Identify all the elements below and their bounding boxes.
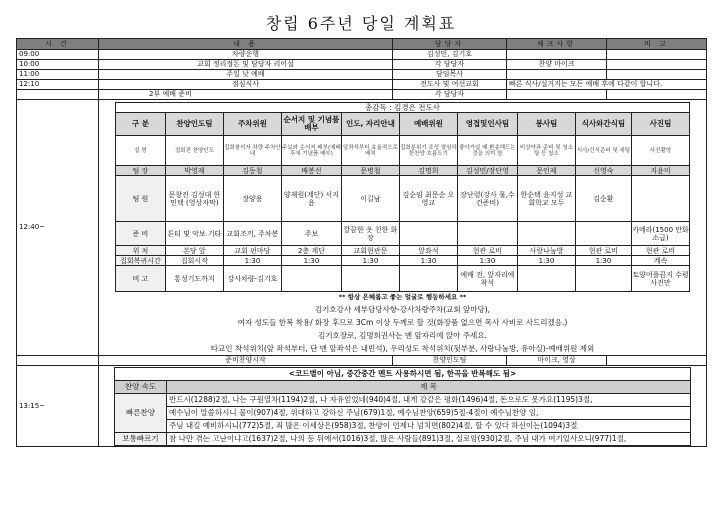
col-service: 봉사팀 (517, 113, 575, 136)
content-cell: 교회 정리정돈 및 담당자 리어설 (99, 60, 393, 70)
gather-cell: 1:30 (575, 256, 631, 266)
prep-cell: 주보 (281, 222, 341, 246)
speed-label: 보통빠르기 (115, 433, 167, 446)
prep-cell: 튼티 및 악보 기타 (165, 222, 223, 246)
schedule-table (16, 38, 707, 447)
check-cell: 마이크, 영상 (507, 356, 607, 366)
person-cell: 김성민, 김기호 (393, 50, 507, 60)
song-list-row (17, 366, 707, 447)
prep-cell (399, 222, 457, 246)
gather-cell: 1:30 (281, 256, 341, 266)
gather-cell: 1:30 (341, 256, 399, 266)
song-row (115, 420, 691, 433)
note-line: 김기호장로, 김명희권사는 맨 앞자리에 앉아 주세요. (318, 331, 487, 340)
table-row (17, 70, 707, 80)
content-cell: 점심식사 (99, 80, 393, 90)
note-cell (607, 70, 707, 80)
position-cell: 본당 앞 (165, 246, 223, 256)
members-cell: 김순환 (575, 176, 631, 222)
leader-cell: 박영재 (165, 166, 223, 176)
position-cell: 2층 계단 (281, 246, 341, 256)
content-cell: 2부 예배 준비 (99, 90, 393, 100)
remark-cell: 강사차량-김기호 (223, 266, 281, 292)
person-cell: 각 담당자 (393, 60, 507, 70)
gather-cell: 1:30 (457, 256, 517, 266)
plan-document (16, 10, 706, 447)
position-cell: 현관 로비 (575, 246, 631, 256)
header-person: 담당자 (393, 39, 507, 50)
remark-cell (399, 266, 457, 292)
description-cell: 사진촬영 (631, 136, 689, 166)
col-praise-team: 찬양인도팀 (165, 113, 223, 136)
time-cell: 13:15~ (17, 366, 99, 447)
song-line: 예수님이 말씀하시니 물이(907)4절, 위대하고 강하신 주님(679)1절, 예수님찬양(659)5절-4절이 예수님찬양 임, (167, 407, 691, 420)
members-cell: 장난령(강사 물,수건준비) (457, 176, 517, 222)
team-assignment-row (17, 100, 707, 356)
col-guide: 인도, 자리안내 (341, 113, 399, 136)
position-cell: 현관 로비 (631, 246, 689, 256)
col-worship: 예배위원 (399, 113, 457, 136)
header-content: 내 용 (99, 39, 393, 50)
note-cell (607, 356, 707, 366)
song-list-cell (99, 366, 707, 447)
song-row (115, 394, 691, 407)
note-cell (607, 60, 707, 70)
leader-cell: 문인제 (517, 166, 575, 176)
members-cell: 문창진 김성대 한민택 (영상자막) (165, 176, 223, 222)
leader-cell: 배봉선 (281, 166, 341, 176)
remark-cell (575, 266, 631, 292)
time-cell: 12:10 (17, 80, 99, 90)
time-cell (17, 356, 99, 366)
team-assignment-cell (99, 100, 707, 356)
person-cell: 담임목사 (393, 70, 507, 80)
time-cell: 09:00 (17, 50, 99, 60)
prep-cell (457, 222, 517, 246)
check-cell (507, 70, 607, 80)
song-row (115, 433, 691, 446)
table-row (17, 356, 707, 366)
table-row (17, 60, 707, 70)
time-cell: 11:00 (17, 70, 99, 80)
person-cell: 찬양인도팀 (393, 356, 507, 366)
members-cell (631, 176, 689, 222)
note-line: 여자 성도들 한복 착용/ 화장 후므로 3Cm 이상 두께로 할 것(화장품 없으면 목사 사비로 사드리겠음.) (237, 318, 568, 327)
members-cell: 이길남 (341, 176, 399, 222)
prep-cell (575, 222, 631, 246)
check-cell: 찬양 마이크 (507, 60, 607, 70)
description-cell: 집회참석자 차량 주차안내 (223, 136, 281, 166)
leader-cell: 지윤미 (631, 166, 689, 176)
leader-cell: 김성민/장단영 (457, 166, 517, 176)
song-line: 참 나만 겪는 고난이냐고(1637)2절, 나의 등 뒤에서(1016)3절, 많은 사람들(891)3절, 실로암(930)2절, 주님 내가 여기있사오니(977)1절, (167, 433, 691, 446)
col-photo: 사진팀 (631, 113, 689, 136)
check-cell (507, 90, 607, 100)
leader-cell: 문병철 (341, 166, 399, 176)
song-row (115, 407, 691, 420)
table-row (17, 90, 707, 100)
team-header-row (115, 113, 689, 136)
col-parking: 주차위원 (223, 113, 281, 136)
gather-cell: 계속 (631, 256, 689, 266)
members-cell: 한순택 윤지성 교회학교 모두 (517, 176, 575, 222)
remark-cell (517, 266, 575, 292)
description-cell: 식사/간식준비 및 세팅 (575, 136, 631, 166)
prep-cell: 교회조끼, 주차봉 (223, 222, 281, 246)
col-welcome: 영접및인사팀 (457, 113, 517, 136)
prep-cell (517, 222, 575, 246)
team-table (115, 102, 690, 292)
description-cell: 앞좌석부터 효율적으로 배치 (341, 136, 399, 166)
col-speed: 찬양 속도 (115, 381, 167, 394)
page-title: 창립 6주년 당일 계획표 (265, 14, 457, 33)
prep-cell: 깔끔한 옷 친한 화장 (341, 222, 399, 246)
leader-cell: 김동철 (223, 166, 281, 176)
gather-cell: 집회시작 (165, 256, 223, 266)
time-cell (17, 90, 99, 100)
position-cell: 현관 로비 (457, 246, 517, 256)
remark-cell: 토양어플끔지 수평사진만 (631, 266, 689, 292)
table-row (17, 50, 707, 60)
description-cell: 주보와 순서지 배부(예배 후에 기념품 배부) (281, 136, 341, 166)
position-cell: 교회 펀마당 (223, 246, 281, 256)
gather-row (115, 256, 689, 266)
header-check: 체크사항 (507, 39, 607, 50)
remark-cell: 예배 전, 앞자리에 착석 (457, 266, 517, 292)
position-row (115, 246, 689, 256)
row-label: 비 고 (115, 266, 165, 292)
check-cell (507, 50, 607, 60)
position-cell: 사랑나눔방 (517, 246, 575, 256)
speed-label: 빠른찬양 (115, 394, 167, 433)
gather-cell: 1:30 (399, 256, 457, 266)
col-bulletin: 순서지 및 기념품 배부 (281, 113, 341, 136)
content-cell: 준비찬양시작 (99, 356, 393, 366)
time-cell: 12:40~ (17, 100, 99, 356)
remark-cell (341, 266, 399, 292)
members-cell: 김순임 최문순 오영교 (399, 176, 457, 222)
gather-cell: 1:30 (517, 256, 575, 266)
description-cell: 비상약과 준비 및 청소탕 등 청소 (517, 136, 575, 166)
row-label: 집회복귀시간 (115, 256, 165, 266)
person-cell: 각 담당자 (393, 90, 507, 100)
col-title: 제 목 (167, 381, 691, 394)
note-line: 타교인 착석위치(앞 좌석부터, 단 맨 앞좌석은 내빈석), 우리성도 착석위치(뒷부분, 사랑나눔방, 유아실)-예배위원 제외 (210, 344, 595, 353)
leader-cell: 신영숙 (575, 166, 631, 176)
leader-row (115, 166, 689, 176)
row-label: 위 치 (115, 246, 165, 256)
members-cell: 양재원(계단) 서지윤 (281, 176, 341, 222)
position-cell: 교회현관문 (341, 246, 399, 256)
time-cell: 10:00 (17, 60, 99, 70)
col-meal: 식사와간식팀 (575, 113, 631, 136)
description-cell: 집회분위기 조성 열심히 한찬양 흐름도기 (399, 136, 457, 166)
person-cell: 전도사 및 여선교회 (393, 80, 507, 90)
col-category: 구 분 (115, 113, 165, 136)
row-label: 설 명 (115, 136, 165, 166)
supervisor-banner: 총감독 : 김경은 전도사 (115, 103, 689, 113)
leader-cell: 김명희 (399, 166, 457, 176)
song-header-row (115, 381, 691, 394)
header-row (17, 39, 707, 50)
remarks-row (115, 266, 689, 292)
song-table (114, 367, 691, 446)
note-cell (607, 50, 707, 60)
header-note: 비 고 (607, 39, 707, 50)
prep-row (115, 222, 689, 246)
content-cell: 주일 낮 예배 (99, 70, 393, 80)
description-row (115, 136, 689, 166)
notice-text: ** 항상 은혜롭고 좋는 얼굴로 행동하세요 ** (338, 293, 467, 301)
members-row (115, 176, 689, 222)
note-cell (607, 90, 707, 100)
members-cell: 장양용 (223, 176, 281, 222)
description-cell: 집회전 찬양인도 (165, 136, 223, 166)
position-cell: 앞좌석 (399, 246, 457, 256)
table-row (17, 80, 707, 90)
song-banner: <코드별이 아님, 중간중간 멘트 사용하시면 됨, 한곡을 반복해도 됨> (115, 368, 691, 381)
song-line: 주님 내길 예비하시니(772)5절, 죄 많은 이세상은(958)3절, 찬양이 언제나 넘치면(802)4절, 할 수 있다 하신이는(1094)3절 (167, 420, 691, 433)
note-line: 김기호강사 세부담당사항-강사차량주차(교회 앞마당), (314, 305, 491, 314)
description-cell: 좋아가실 때 환송해드는 것을 의미 함 (457, 136, 517, 166)
check-cell: 빠른 식사/설거지는 모든 예배 후에 다같이 합니다. (507, 80, 707, 90)
row-label: 준 비 (115, 222, 165, 246)
remark-cell: 통성기도까지 (165, 266, 223, 292)
song-line: 반드시(1288)2절, 나는 구원열차(1194)2절, 나 자유얻었네(940)4절, 내게 강같은 평화(1496)4절, 돈으로도 못가요(1195)3절, (167, 394, 691, 407)
row-label: 팀 장 (115, 166, 165, 176)
remark-cell (281, 266, 341, 292)
prep-cell: 카메라(1500 만화소급) (631, 222, 689, 246)
row-label: 팀 원 (115, 176, 165, 222)
header-time: 시 간 (17, 39, 99, 50)
content-cell: 차량운행 (99, 50, 393, 60)
gather-cell: 1:30 (223, 256, 281, 266)
